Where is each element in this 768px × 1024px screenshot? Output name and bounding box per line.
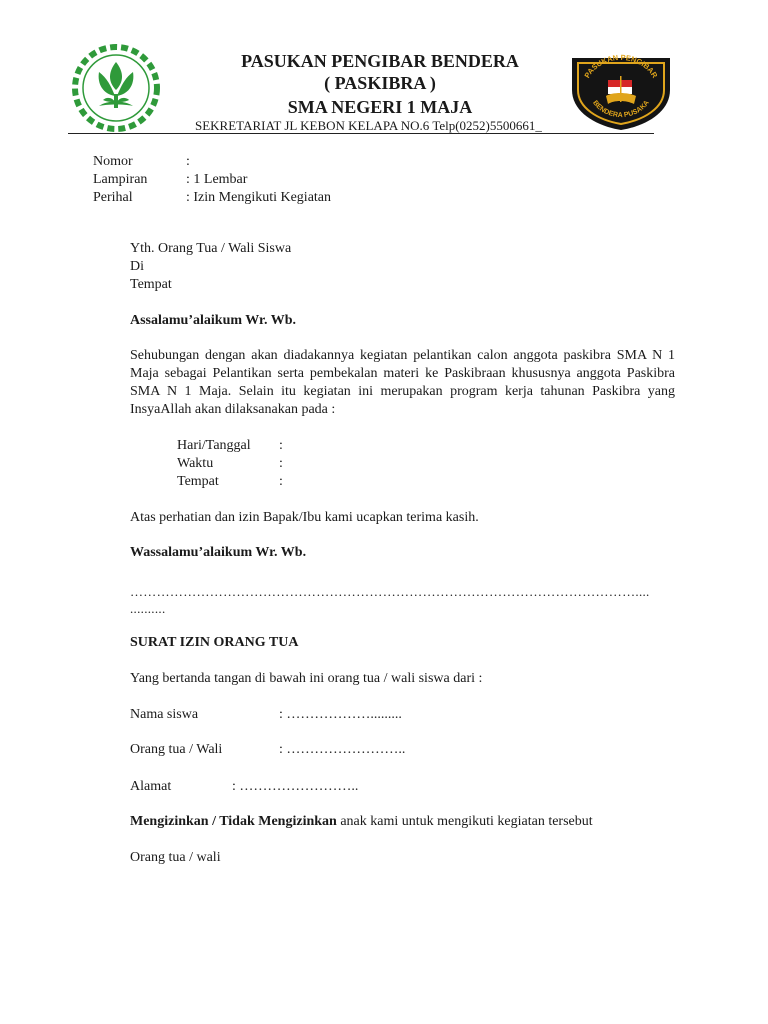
ortu-field: : ……………………..: [279, 742, 406, 757]
decision-text: anak kami untuk mengikuti kegiatan tersebut: [336, 814, 593, 829]
nomor-value: :: [186, 154, 190, 169]
paskibra-badge-icon: [568, 50, 674, 132]
schedule-list: [177, 437, 377, 491]
school-name: SMA NEGERI 1 MAJA: [287, 97, 473, 117]
nomor-label: Nomor: [93, 154, 133, 169]
badge-bottom-text: BENDERA PUSAKA: [591, 99, 651, 120]
body-paragraph: Sehubungan dengan akan diadakannya kegiatan pelantikan calon anggota paskibra SMA N 1 Maja sebagai Pelantikan serta pembekalan materi ke Paskibraan khususnya anggota Paskibra SMA N 1 Maja. Selain itu kegiatan ini merupakan program kerja tahunan Paskibra yang InsyaAllah akan dilaksanakan pada :: [130, 348, 675, 417]
header-divider: [68, 133, 654, 134]
org-abbrev: ( PASKIBRA ): [324, 73, 436, 93]
nama-siswa-field: : ……………….........: [279, 707, 402, 722]
closing-text: Atas perhatian dan izin Bapak/Ibu kami ucapkan terima kasih.: [130, 510, 479, 525]
farewell: Wassalamu’alaikum Wr. Wb.: [130, 545, 307, 560]
schedule-row: [177, 437, 377, 455]
cut-line: ……………………………………………………………………………………………………....: [130, 584, 650, 599]
addressee-tempat: Tempat: [130, 277, 172, 292]
schedule-row: [177, 473, 377, 491]
permit-title: SURAT IZIN ORANG TUA: [130, 635, 299, 650]
schedule-row: [177, 455, 377, 473]
letter-meta: [93, 153, 393, 209]
lampiran-value: : 1 Lembar: [186, 172, 248, 187]
alamat-label: Alamat: [130, 779, 172, 794]
schedule-day-label: Hari/Tanggal: [177, 438, 251, 453]
secretariat-address: SEKRETARIAT JL KEBON KELAPA NO.6 Telp(0252)5500661_: [195, 118, 542, 133]
schedule-place-colon: :: [279, 474, 283, 489]
permit-intro: Yang bertanda tangan di bawah ini orang tua / wali siswa dari :: [130, 671, 483, 686]
schedule-day-colon: :: [279, 438, 283, 453]
perihal-value: : Izin Mengikuti Kegiatan: [186, 190, 332, 205]
badge-top-text: PASUKAN PENGIBAR: [582, 52, 660, 80]
alamat-field: : ……………………..: [232, 779, 359, 794]
perihal-label: Perihal: [93, 190, 133, 205]
ortu-label: Orang tua / Wali: [130, 742, 223, 757]
org-name: PASUKAN PENGIBAR BENDERA: [241, 51, 519, 71]
signature-label: Orang tua / wali: [130, 850, 221, 865]
cut-line-end: ..........: [130, 601, 166, 616]
decision-options: Mengizinkan / Tidak Mengizinkan: [130, 814, 337, 829]
nama-siswa-label: Nama siswa: [130, 707, 199, 722]
permit-decision: [130, 813, 593, 831]
addressee-line: Yth. Orang Tua / Wali Siswa: [130, 241, 292, 256]
school-logo-icon: [63, 42, 169, 134]
schedule-time-colon: :: [279, 456, 283, 471]
greeting: Assalamu’alaikum Wr. Wb.: [130, 313, 296, 328]
schedule-place-label: Tempat: [177, 474, 219, 489]
lampiran-label: Lampiran: [93, 172, 148, 187]
addressee-di: Di: [130, 259, 144, 274]
schedule-time-label: Waktu: [177, 456, 214, 471]
